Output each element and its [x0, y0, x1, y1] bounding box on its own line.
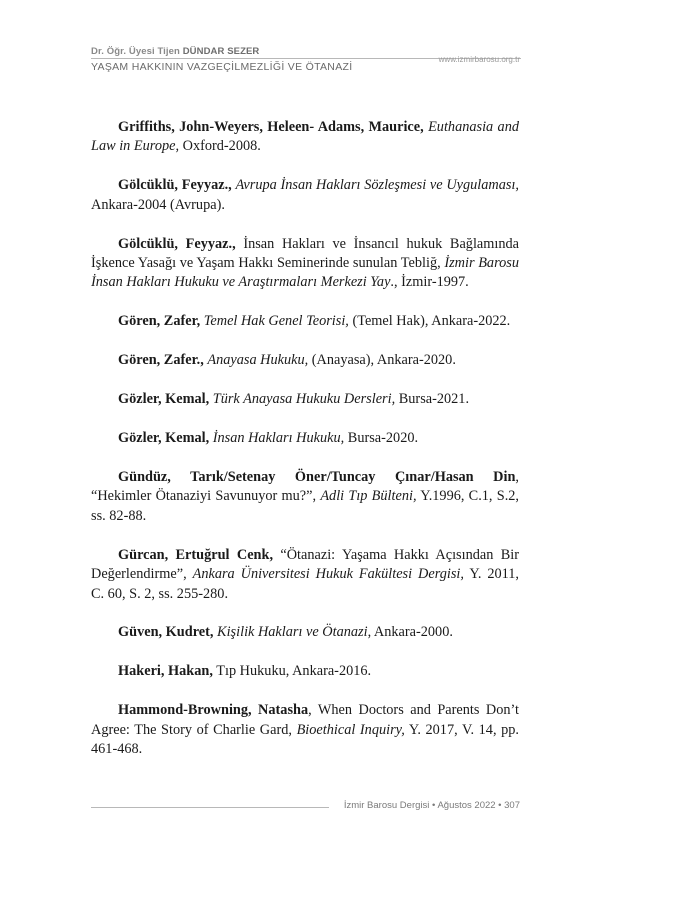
page-header: [91, 44, 521, 76]
entry-text: (Temel Hak), Ankara-2022.: [348, 313, 511, 330]
entry-title: Euthanasia and Law in Europe,: [91, 119, 519, 155]
header-divider: [91, 58, 421, 59]
footer-journal-info: İzmir Barosu Dergisi • Ağustos 2022 • 307: [343, 800, 520, 811]
entry-title: Ankara Üniversitesi Hukuk Fakültesi Dergisi,: [192, 566, 464, 583]
page-footer: [91, 798, 521, 818]
author-title: Dr. Öğr. Üyesi Tijen: [91, 46, 180, 57]
entry-text: “Ötanazi: Yaşama Hakkı Açısından Bir Değerlendirme”,: [91, 546, 519, 583]
author-line: [91, 46, 259, 57]
entry-author: Gören, Zafer,: [118, 313, 201, 330]
entry-text: İnsan Hakları ve İnsancıl hukuk Bağlamında İşkence Yasağı ve Yaşam Hakkı Seminerinde sunulan Tebliğ,: [91, 235, 519, 272]
bibliography-entry: [91, 351, 519, 370]
entry-title: İzmir Barosu İnsan Hakları Hukuku ve Araştırmaları Merkezi Yay: [91, 255, 519, 291]
entry-text: Oxford-2008.: [179, 138, 261, 155]
entry-text: , Ankara-2000.: [367, 624, 453, 641]
entry-title: Anayasa Hukuku,: [207, 352, 309, 369]
bibliography-entry: [91, 701, 519, 759]
bibliography-entry: [91, 623, 519, 642]
entry-text: , When Doctors and Parents Don’t Agree: The Story of Charlie Gard,: [91, 702, 519, 738]
website-url: www.izmirbarosu.org.tr: [438, 55, 520, 64]
bibliography-entry: [91, 118, 519, 157]
entry-title: Temel Hak Genel Teorisi,: [203, 313, 349, 330]
entry-author: Güven, Kudret,: [118, 624, 214, 641]
author-name: DÜNDAR SEZER: [182, 46, 260, 57]
entry-text: (Anayasa), Ankara-2020.: [308, 352, 456, 369]
entry-text: , “Hekimler Ötanaziyi Savunuyor mu?”,: [91, 468, 519, 505]
entry-author: Hakeri, Hakan,: [118, 663, 213, 680]
entry-text: Ankara-2004 (Avrupa).: [91, 196, 225, 213]
entry-author: Gören, Zafer.,: [118, 352, 204, 369]
entry-title: Kişilik Hakları ve Ötanazi: [217, 624, 368, 641]
entry-author: Gözler, Kemal,: [118, 391, 210, 408]
entry-text: Bursa-2020.: [344, 430, 419, 447]
footer-divider: [91, 807, 329, 808]
entry-text: Tıp Hukuku, Ankara-2016.: [212, 663, 372, 680]
entry-text: Bursa-2021.: [395, 391, 470, 408]
entry-title: Avrupa İnsan Hakları Sözleşmesi ve Uygulaması,: [235, 177, 519, 194]
bibliography-entry: [91, 662, 519, 681]
bibliography-entry: [91, 235, 519, 293]
entry-author: Hammond-Browning, Natasha: [118, 702, 309, 719]
entry-author: Griffiths, John-Weyers, Heleen- Adams, Maurice,: [118, 119, 424, 135]
bibliography-entry: [91, 312, 519, 331]
entry-author: Gölcüklü, Feyyaz.,: [118, 235, 236, 252]
entry-author: Gündüz, Tarık/Setenay Öner/Tuncay Çınar/Hasan Din: [118, 468, 516, 485]
entry-title: Adli Tıp Bülteni,: [320, 488, 417, 505]
entry-author: Gözler, Kemal,: [118, 430, 210, 447]
entry-author: Gölcüklü, Feyyaz.,: [118, 177, 232, 194]
entry-author: Gürcan, Ertuğrul Cenk,: [118, 546, 274, 563]
entry-title: İnsan Hakları Hukuku,: [212, 430, 345, 447]
bibliography-entry: [91, 390, 519, 409]
bibliography-entry: [91, 429, 519, 448]
bibliography-list: [91, 118, 519, 779]
entry-title: Türk Anayasa Hukuku Dersleri,: [212, 391, 396, 408]
entry-text: Y.1996, C.1, S.2, ss. 82-88.: [91, 488, 519, 524]
bibliography-entry: [91, 546, 519, 604]
entry-text: ., İzmir-1997.: [390, 274, 469, 291]
bibliography-entry: [91, 176, 519, 215]
running-title: YAŞAM HAKKININ VAZGEÇİLMEZLİĞİ VE ÖTANAZİ: [91, 61, 353, 73]
entry-text: Y. 2011, C. 60, S. 2, ss. 255-280.: [91, 566, 519, 602]
entry-text: Y. 2017, V. 14, pp. 461-468.: [91, 721, 519, 758]
entry-title: Bioethical Inquiry,: [296, 721, 405, 738]
bibliography-entry: [91, 468, 519, 526]
